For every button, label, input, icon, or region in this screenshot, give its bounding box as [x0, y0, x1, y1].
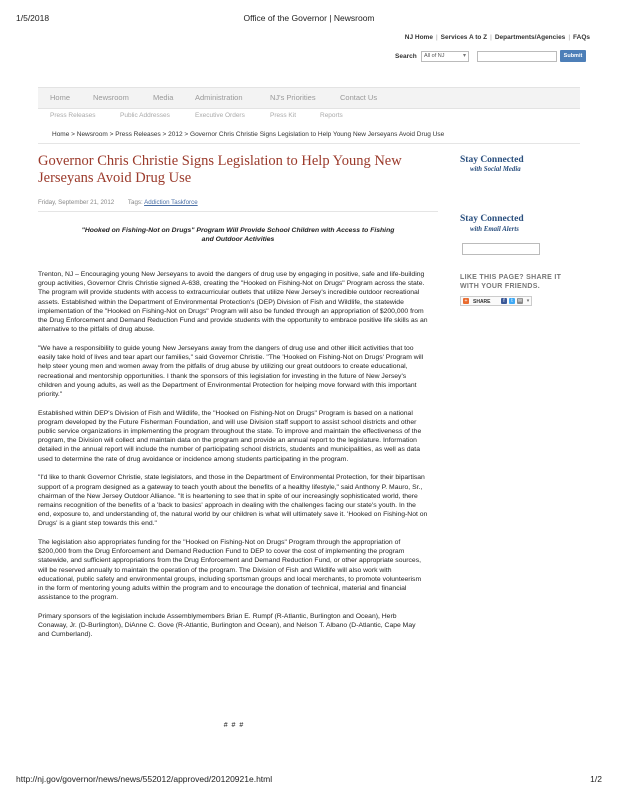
article-date: Friday, September 21, 2012 — [38, 199, 115, 206]
subnav-reports[interactable]: Reports — [320, 112, 343, 119]
breadcrumb[interactable]: Home > Newsroom > Press Releases > 2012 > Governor Chris Christie Signs Legislation to Help Young New Jerseyans Avoid Drug Use — [52, 131, 445, 138]
end-mark: # # # — [223, 722, 245, 729]
divider — [38, 143, 580, 144]
article-subhead: "Hooked on Fishing-Not on Drugs" Program Will Provide School Children with Access to Fishing and Outdoor Activities — [81, 227, 395, 243]
article-headline: Governor Chris Christie Signs Legislation to Help Young New Jerseyans Avoid Drug Use — [38, 153, 402, 186]
email-alert-input[interactable] — [462, 243, 540, 255]
article-paragraph: Established within DEP's Division of Fish and Wildlife, the "Hooked on Fishing-Not on Drugs" Program is based on a national program developed by the Future Fisherman Foundation, and will use Division staff support to assist school districts and other public service organizations in implementing the program throughout the state. To improve and maintain the effectiveness of the program, the Division will collect and maintain data on the program and provide an annual report to the legislature. Information detailed in the annual report will include the number of participating school districts, students and municipalities, as well as data used to determine the rate of drug avoidance or incidence among students participating in the program. — [38, 409, 422, 463]
search-bar — [395, 50, 595, 64]
nav-newsroom[interactable]: Newsroom — [93, 93, 129, 102]
print-page-number: 1/2 — [590, 774, 602, 784]
print-date: 1/5/2018 — [16, 13, 50, 23]
sub-nav — [38, 108, 580, 123]
subnav-press-kit[interactable]: Press Kit — [270, 112, 297, 119]
social-media-link[interactable]: with Social Media — [470, 166, 521, 173]
article-paragraph: "We have a responsibility to guide young New Jerseyans away from the dangers of drug use and other illicit activities that too easily take hold of lives and tear apart our families," said Governor Christie. "The 'Hooked on Fishing-Not on Drugs' Program will help steer young men and women away from the pitfalls of drug abuse by utilizing our great outdoors to create educational, recreational and mentorship opportunities. I thank the sponsors of this legislation for investing in the future of New Jersey's children and young adults, as well as the Department of Environmental Protection for helping move forward with this important priority." — [38, 344, 424, 398]
email-alerts-link[interactable]: with Email Alerts — [470, 226, 519, 233]
nav-contact-us[interactable]: Contact Us — [340, 93, 378, 102]
share-label: SHARE — [473, 298, 491, 305]
search-scope-value: All of NJ — [424, 53, 445, 59]
article-paragraph: The legislation also appropriates funding for the "Hooked on Fishing-Not on Drugs" Program through the appropriation of $200,000 from the Drug Enforcement and Demand Reduction Fund to DEP to cover the cost of implementing the program statewide, and sufficient appropriations from the Drug Enforcement and Demand Reduction Fund, or other appropriate sources, will be reserved annually to maintain the operation of the program. The Division of Fish and Wildlife will also work with educational, public safety and environmental groups, including sportsman groups and local merchants, to promote volunteerism in the form of mentoring young adults within the program and to encourage the donation of technical, material and financial assistance to the program. — [38, 539, 422, 602]
main-nav — [38, 87, 580, 109]
article-paragraph: Trenton, NJ – Encouraging young New Jerseyans to avoid the dangers of drug use by engaging in positive, safe and life-building group activities, Governor Chris Christie signed A-638, creating the "Hooked on Fishing-Not on Drugs" Program across the state. The program will provide students with access to extracurricular outlets that utilize New Jersey's incredible outdoor recreational assets. Established within the Department of Environmental Protection's (DEP) Division of Fish and Wildlife, the statewide implementation of the "Hooked on Fishing-Not on Drugs" Program will also be funded through an appropriation of $200,000 from the Drug Enforcement and Demand Reduction Fund and provide students with the opportunity to embrace positive life skills as an alternative to the pitfalls of drug abuse. — [38, 271, 428, 334]
facebook-icon: f — [501, 298, 507, 304]
email-icon: ✉ — [517, 298, 523, 304]
print-footer-url: http://nj.gov/governor/news/news/552012/approved/20120921e.html — [16, 774, 273, 784]
top-link-faqs[interactable]: FAQs — [573, 34, 590, 41]
search-input[interactable] — [477, 51, 557, 62]
subnav-executive-orders[interactable]: Executive Orders — [195, 112, 245, 119]
subnav-press-releases[interactable]: Press Releases — [50, 112, 96, 119]
top-link-nj-home[interactable]: NJ Home — [404, 34, 433, 41]
article-meta — [38, 199, 198, 206]
article-paragraph: "I'd like to thank Governor Christie, state legislators, and those in the Department of Environmental Protection, for their bipartisan support of a program designed as a gateway to teach youth about the benefits of a healthy lifestyle," said Anthony P. Mauro, Sr., chairman of the New Jersey Outdoor Alliance. "It is heartening to see that in spite of our increasingly sophisticated world, there remains recognition of the benefits of a 'back to basics' approach in dealing with the challenges facing our state's youth. In the end, exposure to, and understanding of, the natural world by our children is what will ultimately save it. 'Hooked on Fishing-Not on Drugs' is a giant step towards this end." — [38, 474, 428, 528]
article-body — [38, 270, 428, 649]
tags-label: Tags: — [127, 199, 143, 206]
article-paragraph: Primary sponsors of the legislation include Assemblymembers Brian E. Rumpf (R-Atlantic, Burlington and Ocean), Herb Conaway, Jr. (D-Burlington), DiAnne C. Gove (R-Atlantic, Burlington and Ocean), and Nelson T. Albano (D-Atlantic, Cape May and Cumberland). — [38, 613, 416, 639]
stay-connected-email-title: Stay Connected — [460, 214, 524, 224]
print-page-title: Office of the Governor | Newsroom — [243, 13, 375, 23]
subnav-public-addresses[interactable]: Public Addresses — [120, 112, 170, 119]
search-label: Search — [395, 53, 417, 60]
share-button[interactable] — [460, 296, 532, 306]
tag-link[interactable]: Addiction Taskforce — [144, 199, 198, 206]
top-utility-links: NJ Home | Services A to Z | Departments/Agencies | FAQs — [404, 34, 590, 41]
nav-administration[interactable]: Administration — [195, 93, 243, 102]
nav-priorities[interactable]: NJ's Priorities — [270, 93, 316, 102]
top-link-services[interactable]: Services A to Z — [440, 34, 488, 41]
divider — [38, 211, 438, 212]
chevron-down-icon: ▾ — [462, 53, 466, 59]
search-scope-select[interactable] — [421, 51, 469, 62]
search-submit-button[interactable]: Submit — [560, 50, 586, 62]
twitter-icon: t — [509, 298, 515, 304]
chevron-down-icon: ▾ — [526, 298, 530, 304]
plus-icon: + — [464, 298, 468, 304]
share-prompt: LIKE THIS PAGE? SHARE IT WITH YOUR FRIENDS. — [460, 274, 562, 290]
top-link-departments[interactable]: Departments/Agencies — [494, 34, 566, 41]
stay-connected-social-title: Stay Connected — [460, 155, 524, 165]
nav-home[interactable]: Home — [50, 93, 71, 102]
nav-media[interactable]: Media — [153, 93, 174, 102]
